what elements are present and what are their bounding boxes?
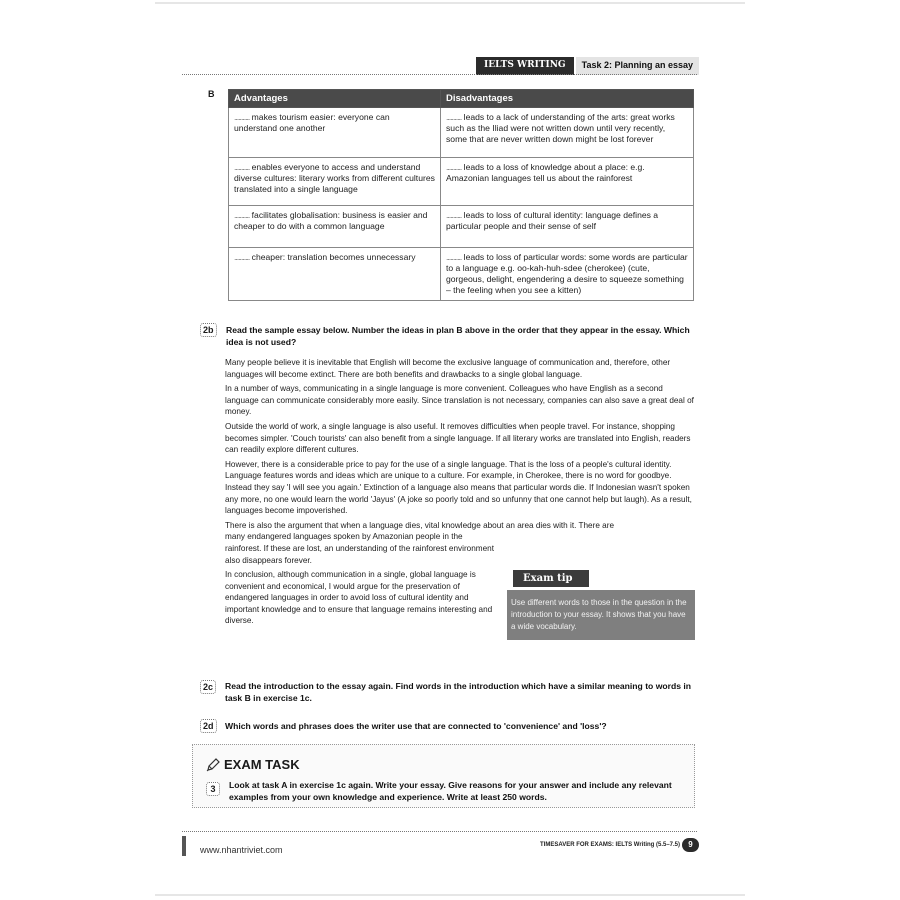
essay-paragraph: In conclusion, although communication in a single, global language is convenient and economical, I would argue for the preservation of endangered languages in order to avoid loss of cultural identity and important knowledge and to ensure that language remains interesting and diverse. — [225, 570, 493, 626]
disadvantage-cell — [441, 158, 694, 206]
binding-shadow — [182, 836, 186, 856]
header-task-label: Task 2: Planning an essay — [576, 57, 699, 75]
disadvantage-cell — [441, 248, 694, 301]
exercise-2c-instruction: Read the introduction to the essay again. Find words in the introduction which have a similar meaning to words in task B in exercise 1c. — [225, 681, 692, 703]
advantage-cell — [229, 248, 441, 301]
header-section-label: IELTS WRITING — [476, 57, 574, 75]
exercise-2b-number: 2b — [200, 323, 217, 337]
advantage-cell — [229, 206, 441, 248]
table-row — [229, 206, 694, 248]
pencil-icon — [205, 757, 221, 773]
table-header-row — [229, 90, 694, 108]
advantage-text: makes tourism easier: everyone can understand one another — [234, 112, 390, 133]
disadvantage-text: leads to a lack of understanding of the arts: great works such as the Iliad were not written down until very recently, some that are never written down might be lost forever — [446, 112, 675, 144]
disadvantage-text: leads to a loss of knowledge about a place: e.g. Amazonian languages tell us about the rainforest — [446, 162, 645, 183]
header-rule — [182, 74, 697, 75]
answer-blank[interactable]: ........... — [446, 252, 462, 262]
answer-blank[interactable]: ........... — [446, 112, 462, 122]
table-row — [229, 248, 694, 301]
advantage-text: enables everyone to access and understand diverse cultures: literary works from different cultures translated into a single language — [234, 162, 435, 194]
exercise-3-number: 3 — [206, 782, 220, 796]
exercise-2b-instruction: Read the sample essay below. Number the ideas in plan B above in the order that they appear in the essay. Which idea is not used? — [226, 325, 690, 347]
footer-rule — [182, 831, 697, 832]
exercise-2d-number: 2d — [200, 719, 217, 733]
footer-book-title: TIMESAVER FOR EXAMS: IELTS Writing (5.5–7.5) — [540, 842, 681, 848]
disadvantages-header: Disadvantages — [441, 90, 694, 108]
disadvantage-cell — [441, 108, 694, 158]
exercise-2d-instruction: Which words and phrases does the writer use that are connected to 'convenience' and 'loss'? — [225, 721, 607, 731]
essay-paragraph: There is also the argument that when a language dies, vital knowledge about an area dies with it. There are — [225, 520, 614, 530]
page-number: 9 — [682, 838, 699, 852]
disadvantage-text: leads to loss of cultural identity: language defines a particular people and their sense of self — [446, 210, 659, 231]
plan-b-label: B — [208, 89, 215, 99]
table-row — [229, 108, 694, 158]
advantage-cell — [229, 158, 441, 206]
advantages-header: Advantages — [229, 90, 441, 108]
essay-paragraph: In a number of ways, communicating in a single language is more convenient. Colleagues who have English as a second language can communicate considerably more easily. Since translation is not necessary, companies can also save a great deal of money. — [225, 384, 694, 417]
plan-b-table — [228, 89, 694, 301]
exam-task-title: EXAM TASK — [224, 757, 300, 772]
answer-blank[interactable]: ........... — [446, 210, 462, 220]
table-row — [229, 158, 694, 206]
answer-blank[interactable]: ........... — [446, 162, 462, 172]
answer-blank[interactable]: ........... — [234, 162, 250, 172]
essay-paragraph: many endangered languages spoken by Amazonian people in the rainforest. If these are lost, an understanding of the rainforest environment also disappears forever. — [225, 532, 494, 565]
essay-paragraph: Outside the world of work, a single language is also useful. It removes difficulties when people travel. For instance, shopping becomes simpler. 'Couch tourists' can also benefit from a single language. If all literary works are translated into English, readers can readily explore different cultures. — [225, 421, 691, 455]
advantage-cell — [229, 108, 441, 158]
essay-paragraph: However, there is a considerable price to pay for the use of a single language. That is the loss of a people's cultural identity. Language features words and ideas which are unique to a culture. For example, in Cherokee, there is no word for goodbye. Instead they say 'I will see you again.' Extinction of a language also means that particular words die. If Indonesian wasn't spoken any more, no one would learn the world 'Jayus' (A joke so poorly told and so unfunny that one cannot help but laugh). As a result, languages become impoverished. — [225, 459, 692, 516]
answer-blank[interactable]: ........... — [234, 112, 250, 122]
disadvantage-text: leads to loss of particular words: some words are particular to a language e.g. oo-kah-huh-sdee (cherokee) (cute, gorgeous, delight, engendering a desire to squeeze something – the feeling when you see a kitten) — [446, 252, 688, 295]
answer-blank[interactable]: ........... — [234, 210, 250, 220]
exam-tip-title: Exam tip — [513, 570, 589, 587]
page-edge-bottom — [155, 894, 745, 896]
footer-url-link[interactable]: www.nhantriviet.com — [200, 845, 283, 855]
page-edge-top — [155, 2, 745, 4]
exam-tip-text: Use different words to those in the question in the introduction to your essay. It shows that you have a wide vocabulary. — [511, 598, 687, 631]
essay-paragraph: Many people believe it is inevitable that English will become the exclusive language of communication and, therefore, other languages will become extinct. There are both benefits and drawbacks to a single global language. — [225, 358, 671, 379]
page-header — [476, 57, 699, 75]
exercise-2c-number: 2c — [200, 680, 216, 694]
answer-blank[interactable]: ........... — [234, 252, 250, 262]
advantage-text: cheaper: translation becomes unnecessary — [249, 252, 416, 262]
disadvantage-cell — [441, 206, 694, 248]
exam-task-instruction: Look at task A in exercise 1c again. Write your essay. Give reasons for your answer and include any relevant examples from your own knowledge and experience. Write at least 250 words. — [229, 780, 672, 802]
advantage-text: facilitates globalisation: business is easier and cheaper to do with a common language — [234, 210, 428, 231]
